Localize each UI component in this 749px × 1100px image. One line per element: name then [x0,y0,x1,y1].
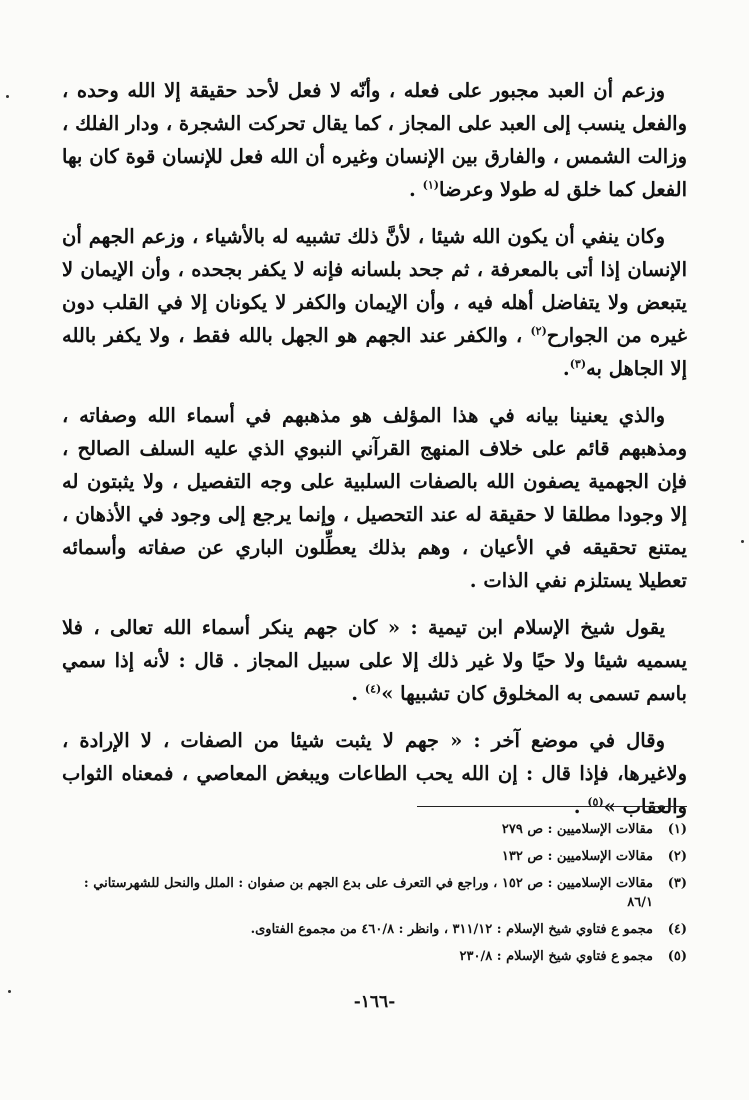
paragraph-1: وزعم أن العبد مجبور على فعله ، وأنّه لا فعل لأحد حقيقة إلا الله وحده ، والفعل ينسب إلى العبد على المجاز ، كما يقال تحركت الشجرة ، ودار الفلك ، وزالت الشمس ، والفارق بين الإنسان وغيره أن الله فعل للإنسان قوة كان بها الفعل كما خلق له طولا وعرضا$^{(١)}$ . [62,79,687,201]
footnote-1: (١) مقالات الإسلاميين : ص ٢٧٩ [501,822,687,837]
footnote-divider [417,806,687,807]
scan-speck [8,990,11,993]
footnote-2: (٢) مقالات الإسلاميين : ص ١٣٢ [501,849,687,864]
paragraph-3: والذي يعنينا بيانه في هذا المؤلف هو مذهبهم في أسماء الله وصفاته ، ومذهبهم قائم على خلاف المنهج القرآني النبوي الذي عليه السلف الصالح ، فإن الجهمية يصفون الله بالصفات السلبية على وجه التفصيل ، ولا يثبتون له إلا وجودا مطلقا لا حقيقة له عند التحصيل ، وإنما يرجع إلى وجود في الأذهان ، يمتنع تحقيقه في الأعيان ، وهم بذلك يعطِّلون الباري عن صفاته وأسمائه تعطيلا يستلزم نفي الذات . [62,404,687,592]
footnote-5: (٥) مجمو ع فتاوي شيخ الإسلام : ٢٣٠/٨ [459,949,687,964]
paragraph-4: يقول شيخ الإسلام ابن تيمية : « كان جهم ينكر أسماء الله تعالى ، فلا يسميه شيئا ولا حيًا ولا غير ذلك إلا على سبيل المجاز . قال : لأنه إذا سمي باسم تسمى به المخلوق كان تشبيها »$^{(٤)}$ . [62,616,687,705]
footnote-ref-5: (٥) [587,795,604,809]
footnote-ref-3: (٣) [569,357,587,371]
footnote-ref-1: (١) [422,178,439,192]
main-text [62,74,687,837]
scan-speck [741,540,744,543]
footnotes [62,820,687,974]
footnote-3: (٣) مقالات الإسلاميين : ص ١٥٢ ، وراجع في التعرف على بدع الجهم بن صفوان : الملل والنحل للشهرستاني : ٨٦/١ [83,876,687,910]
footnote-4: (٤) مجمو ع فتاوي شيخ الإسلام : ٣١١/١٢ ، وانظر : ٤٦٠/٨ من مجموع الفتاوى. [250,922,687,937]
footnote-ref-2: (٢) [530,324,547,338]
paragraph-2: وكان ينفي أن يكون الله شيئا ، لأنَّ ذلك تشبيه له بالأشياء ، وزعم الجهم أن الإنسان إذا أتى بالمعرفة ، ثم جحد بلسانه فإنه لا يكفر بجحده ، وأن الإيمان لا يتبعض ولا يتفاضل أهله فيه ، وأن الإيمان والكفر لا يكونان إلا في القلب دون غيره من الجوارح$^{(٢)}$ ، والكفر عند الجهم هو الجهل بالله فقط ، ولا يكفر بالله إلا الجاهل به$^{(٣)}$. [62,225,687,380]
footnote-ref-4: (٤) [364,682,382,696]
paragraph-5: وقال في موضع آخر : « جهم لا يثبت شيئا من الصفات ، لا الإرادة ، ولاغيرها، فإذا قال : إن الله يحب الطاعات ويبغض المعاصي ، فمعناه الثواب والعقاب »$^{(٥)}$ . [62,729,687,818]
page-number: -١٦٦- [353,992,396,1012]
scan-speck [6,95,9,98]
